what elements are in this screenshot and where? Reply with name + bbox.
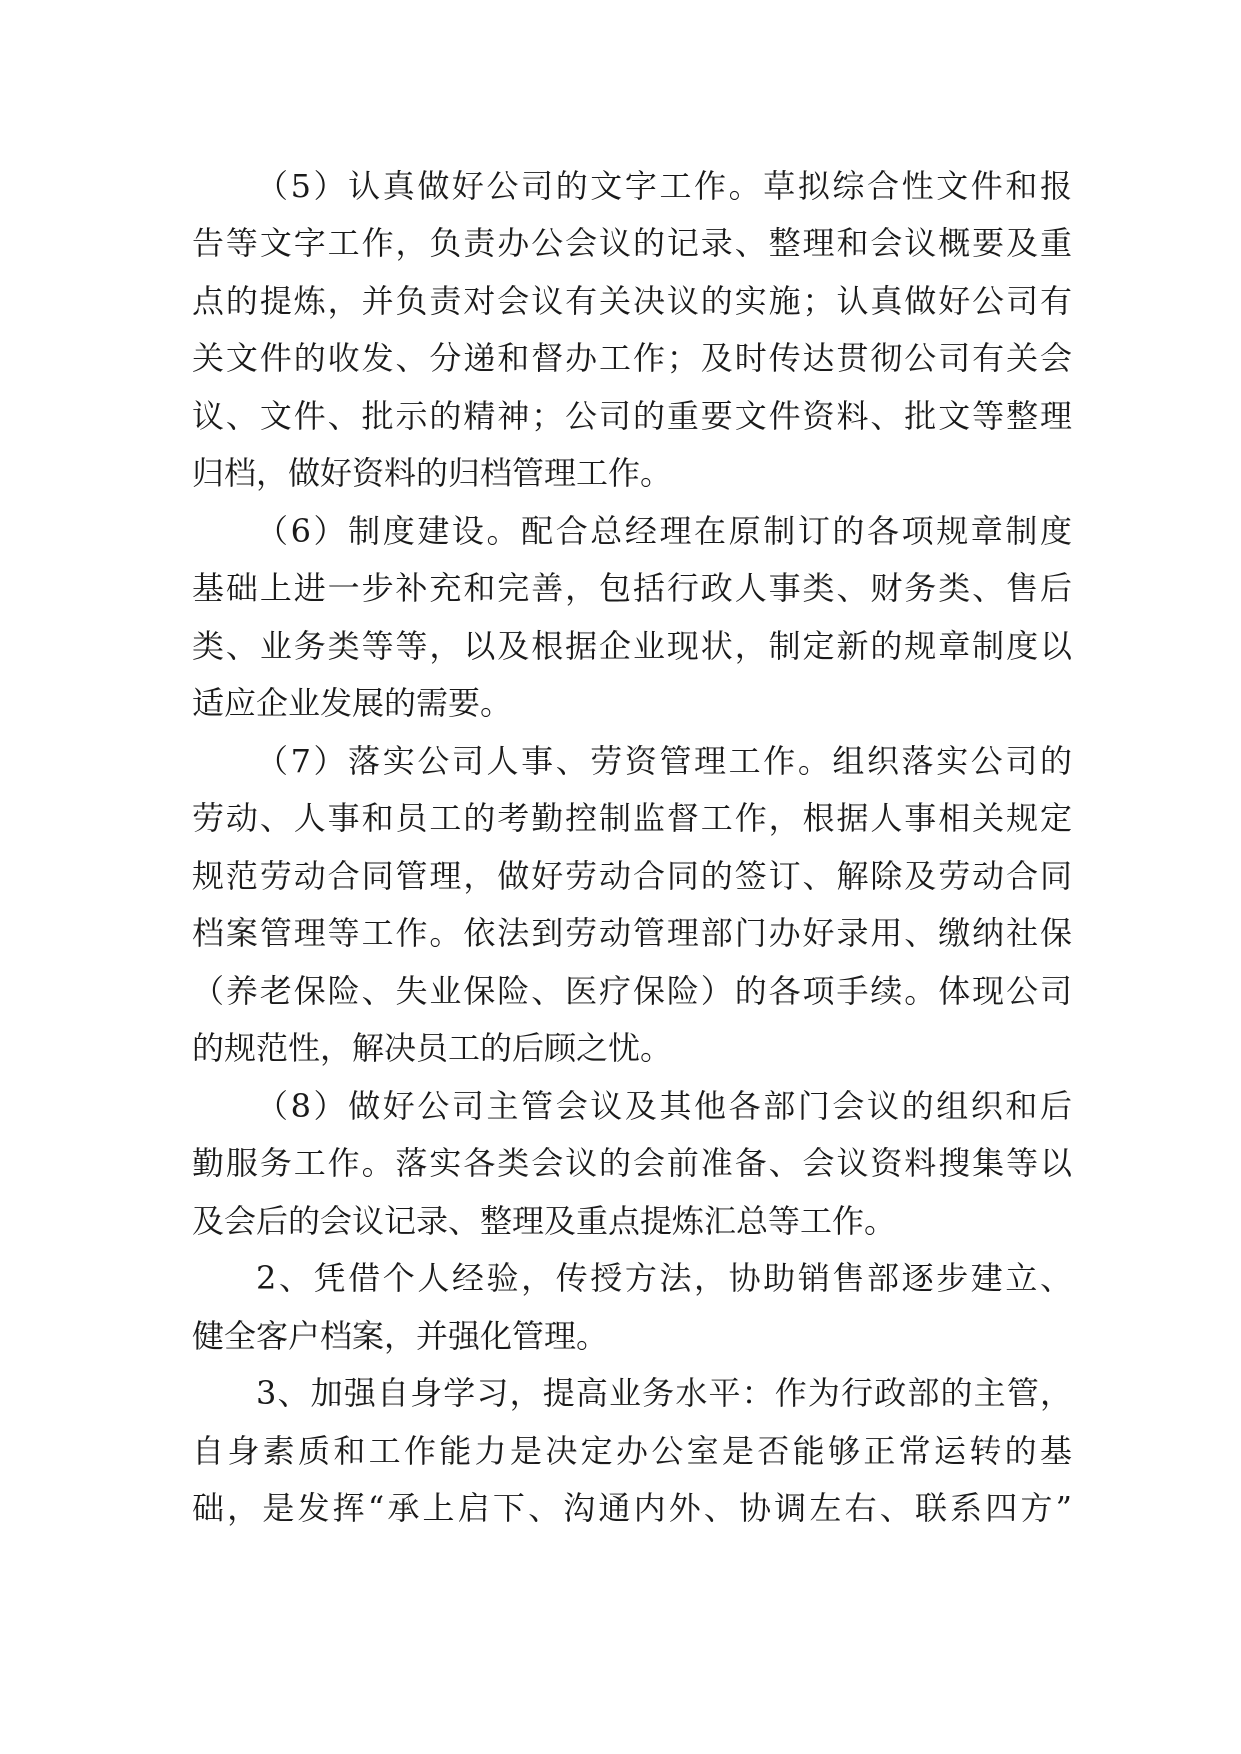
text-line: 告等文字工作，负责办公会议的记录、整理和会议概要及重 (192, 224, 1072, 262)
text-line: 健全客户档案，并强化管理。 (192, 1317, 609, 1355)
text-line: 勤服务工作。落实各类会议的会前准备、会议资料搜集等以 (192, 1144, 1072, 1182)
text-line: 2、凭借个人经验，传授方法，协助销售部逐步建立、 (256, 1259, 1072, 1297)
text-line: 档案管理等工作。依法到劳动管理部门办好录用、缴纳社保 (192, 914, 1072, 952)
text-line: 点的提炼，并负责对会议有关决议的实施；认真做好公司有 (192, 282, 1072, 320)
text-line: 议、文件、批示的精神；公司的重要文件资料、批文等整理 (192, 397, 1072, 435)
text-line: 3、加强自身学习，提高业务水平：作为行政部的主管， (256, 1374, 1072, 1412)
text-line: （7）落实公司人事、劳资管理工作。组织落实公司的 (256, 742, 1072, 780)
text-line: 的规范性，解决员工的后顾之忧。 (192, 1029, 673, 1067)
text-line: 类、业务类等等，以及根据企业现状，制定新的规章制度以 (192, 627, 1072, 665)
text-line: （养老保险、失业保险、医疗保险）的各项手续。体现公司 (192, 972, 1072, 1010)
text-line: 适应企业发展的需要。 (192, 684, 513, 722)
text-line: （5）认真做好公司的文字工作。草拟综合性文件和报 (256, 167, 1072, 205)
text-line: 基础上进一步补充和完善，包括行政人事类、财务类、售后 (192, 569, 1072, 607)
text-line: 自身素质和工作能力是决定办公室是否能够正常运转的基 (192, 1432, 1072, 1470)
text-line: 及会后的会议记录、整理及重点提炼汇总等工作。 (192, 1202, 897, 1240)
text-line: 础，是发挥“承上启下、沟通内外、协调左右、联系四方” (192, 1489, 1072, 1527)
text-line: 劳动、人事和员工的考勤控制监督工作，根据人事相关规定 (192, 799, 1072, 837)
text-line: 规范劳动合同管理，做好劳动合同的签订、解除及劳动合同 (192, 857, 1072, 895)
text-line: （6）制度建设。配合总经理在原制订的各项规章制度 (256, 512, 1072, 550)
text-line: 关文件的收发、分递和督办工作；及时传达贯彻公司有关会 (192, 339, 1072, 377)
text-line: （8）做好公司主管会议及其他各部门会议的组织和后 (256, 1087, 1072, 1125)
text-line: 归档，做好资料的归档管理工作。 (192, 454, 673, 492)
